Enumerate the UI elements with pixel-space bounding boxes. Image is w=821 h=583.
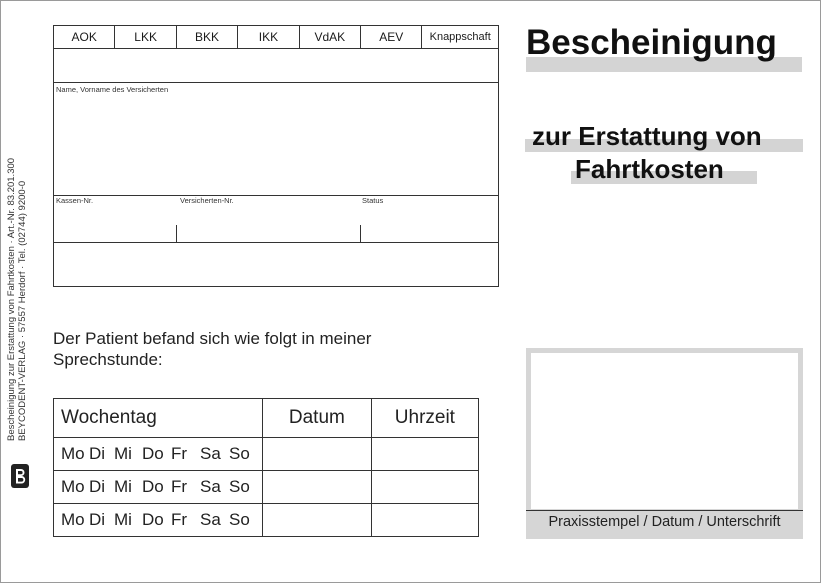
signature-line <box>526 510 803 511</box>
weekday-cell <box>54 471 263 504</box>
day-fr[interactable]: Fr <box>171 510 188 529</box>
datum-cell[interactable] <box>263 471 372 504</box>
kasse-bkk[interactable]: BKK <box>177 26 238 48</box>
day-mo[interactable]: Mo <box>61 510 85 529</box>
header-uhrzeit: Uhrzeit <box>371 399 478 438</box>
kassen-nr-label: Kassen-Nr. <box>56 196 94 205</box>
kasse-vdak[interactable]: VdAK <box>300 26 361 48</box>
day-so[interactable]: So <box>229 477 250 496</box>
day-so[interactable]: So <box>229 510 250 529</box>
insurance-name-field[interactable] <box>54 49 498 83</box>
ids-divider <box>360 225 361 242</box>
kasse-aev[interactable]: AEV <box>361 26 422 48</box>
insurance-box <box>53 25 499 287</box>
day-di[interactable]: Di <box>89 477 106 496</box>
day-fr[interactable]: Fr <box>171 444 188 463</box>
stamp-box <box>526 348 803 539</box>
kasse-aok[interactable]: AOK <box>54 26 115 48</box>
day-mi[interactable]: Mi <box>114 510 132 529</box>
day-mo[interactable]: Mo <box>61 477 85 496</box>
uhrzeit-cell[interactable] <box>371 438 478 471</box>
weekday-cell <box>54 438 263 471</box>
day-fr[interactable]: Fr <box>171 477 188 496</box>
day-di[interactable]: Di <box>89 510 106 529</box>
day-sa[interactable]: Sa <box>200 477 221 496</box>
versicherter-name-field[interactable] <box>54 83 498 196</box>
stamp-label: Praxisstempel / Datum / Unterschrift <box>548 514 781 530</box>
page-title: Bescheinigung <box>526 23 777 62</box>
subtitle-line-2: Fahrtkosten <box>575 154 724 184</box>
table-row <box>54 504 479 537</box>
table-header-row <box>54 399 479 438</box>
datum-cell[interactable] <box>263 504 372 537</box>
title-block <box>526 23 802 71</box>
day-mo[interactable]: Mo <box>61 444 85 463</box>
table-row <box>54 471 479 504</box>
kasse-ikk[interactable]: IKK <box>238 26 299 48</box>
insurance-extra-field[interactable] <box>54 243 498 288</box>
weekday-options <box>54 444 262 464</box>
stamp-area[interactable] <box>531 353 798 509</box>
day-mi[interactable]: Mi <box>114 477 132 496</box>
day-do[interactable]: Do <box>142 444 164 463</box>
day-sa[interactable]: Sa <box>200 444 221 463</box>
kasse-lkk[interactable]: LKK <box>115 26 176 48</box>
weekday-options <box>54 510 262 530</box>
day-so[interactable]: So <box>229 444 250 463</box>
day-sa[interactable]: Sa <box>200 510 221 529</box>
day-di[interactable]: Di <box>89 444 106 463</box>
versicherten-nr-label: Versicherten-Nr. <box>180 196 234 205</box>
weekday-options <box>54 477 262 497</box>
weekday-table <box>53 398 479 537</box>
datum-cell[interactable] <box>263 438 372 471</box>
header-wochentag: Wochentag <box>54 399 263 438</box>
publisher-logo-icon <box>10 463 30 489</box>
uhrzeit-cell[interactable] <box>371 471 478 504</box>
uhrzeit-cell[interactable] <box>371 504 478 537</box>
day-mi[interactable]: Mi <box>114 444 132 463</box>
status-label: Status <box>362 196 384 205</box>
patient-statement: Der Patient befand sich wie folgt in meiner Sprechstunde: <box>53 329 372 369</box>
kasse-knappschaft[interactable]: Knappschaft <box>429 31 491 43</box>
side-imprint-line-2: BEYCODENT-VERLAG · 57557 Herdorf · Tel. (02744) 9200-0 <box>17 180 28 441</box>
table-row <box>54 438 479 471</box>
side-imprint-line-1: Bescheinigung zur Erstattung von Fahrtkosten · Art.-Nr. 83.201.300 <box>6 157 17 441</box>
day-do[interactable]: Do <box>142 477 164 496</box>
kassen-row <box>54 26 498 49</box>
day-do[interactable]: Do <box>142 510 164 529</box>
name-label: Name, Vorname des Versicherten <box>56 85 169 94</box>
ids-divider <box>176 225 177 242</box>
ids-row <box>54 196 498 243</box>
subtitle-line-1: zur Erstattung von <box>532 121 762 151</box>
weekday-cell <box>54 504 263 537</box>
header-datum: Datum <box>263 399 372 438</box>
side-imprint <box>6 158 28 441</box>
